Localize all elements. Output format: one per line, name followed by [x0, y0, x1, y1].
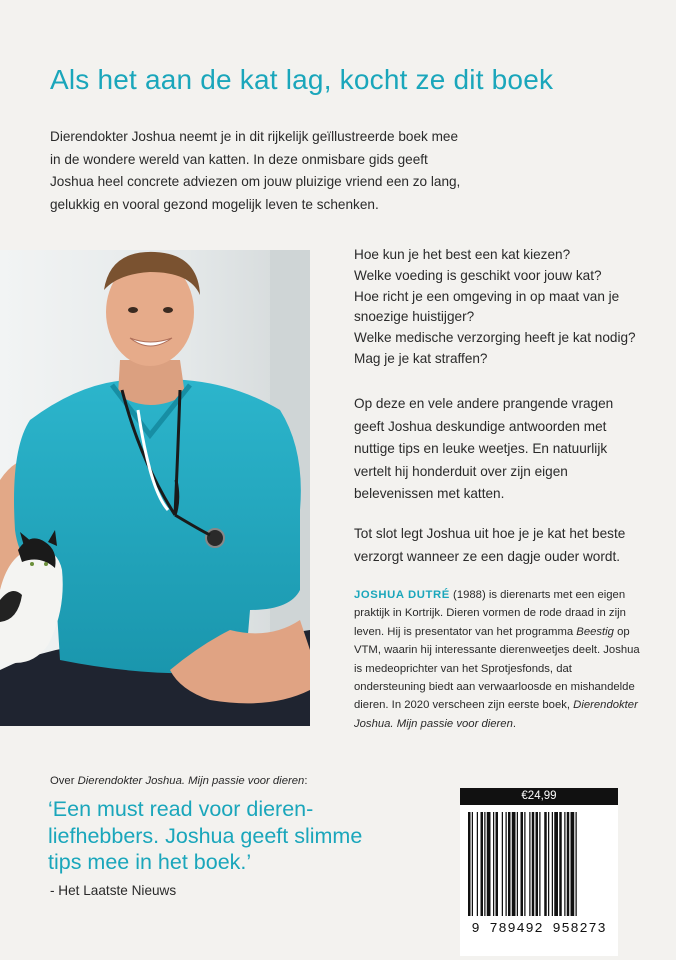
isbn-number: 9 789492 958273 [471, 922, 607, 937]
question-item: Mag je je kat straffen? [354, 350, 488, 366]
bio-text: op VTM, waarin hij interessante dierenweetjes deelt. Joshua is medeoprichter van het Sprotjesfonds, dat ondersteuning biedt aan verwaarloosde en mishandelde dieren. In 2020 verscheen zijn eerste boek, [354, 625, 640, 712]
question-item: Hoe richt je een omgeving in op maat van je snoezige huistijger? [354, 288, 620, 325]
intro-paragraph: Dierendokter Joshua neemt je in dit rijkelijk geïllustreerde boek mee in de wondere wereld van katten. In deze onmisbare gids geeft Joshua heel concrete adviezen om jouw pluizige vriend een zo lang, gelukkig en vooral gezond mogelijk leven te schenken. [50, 129, 461, 212]
question-list [354, 245, 654, 370]
price-label: €24,99 [460, 788, 618, 805]
closing-paragraph: Tot slot legt Joshua uit hoe je je kat het beste verzorgt wanneer ze een dagje ouder wordt. [354, 526, 626, 564]
show-title: Beestig [576, 625, 614, 638]
review-intro-suffix: : [304, 775, 308, 787]
author-photo [0, 250, 310, 726]
question-item: Welke voeding is geschikt voor jouw kat? [354, 267, 602, 283]
review-source: - Het Laatste Nieuws [50, 883, 177, 898]
bio-text: . [512, 717, 517, 730]
author-name: JOSHUA DUTRÉ [354, 589, 450, 601]
review-intro-prefix: Over [50, 775, 78, 787]
review-book-title: Dierendokter Joshua. Mijn passie voor dieren [77, 775, 305, 787]
author-bio [354, 586, 644, 733]
review-quote: ‘Een must read voor dieren-liefhebbers. Joshua geeft slimme tips mee in het boek.’ [48, 797, 363, 874]
barcode [466, 812, 612, 920]
headline: Als het aan de kat lag, kocht ze dit boek [50, 64, 554, 95]
answers-paragraph: Op deze en vele andere prangende vragen geeft Joshua deskundige antwoorden met nuttige tips en leuke weetjes. En natuurlijk vertelt hij honderduit over zijn eigen belevenissen met katten. [354, 396, 614, 501]
barcode-block [460, 788, 618, 956]
book-title: Dierendokter Joshua. Mijn passie voor dieren [354, 699, 638, 730]
question-item: Welke medische verzorging heeft je kat nodig? [354, 330, 636, 346]
review-intro [50, 773, 307, 789]
question-item: Hoe kun je het best een kat kiezen? [354, 247, 571, 262]
bio-text: (1988) is dierenarts met een eigen praktijk in Kortrijk. Dieren vormen de rode draad in zijn leven. Hij is presentator van het programma [354, 589, 626, 638]
